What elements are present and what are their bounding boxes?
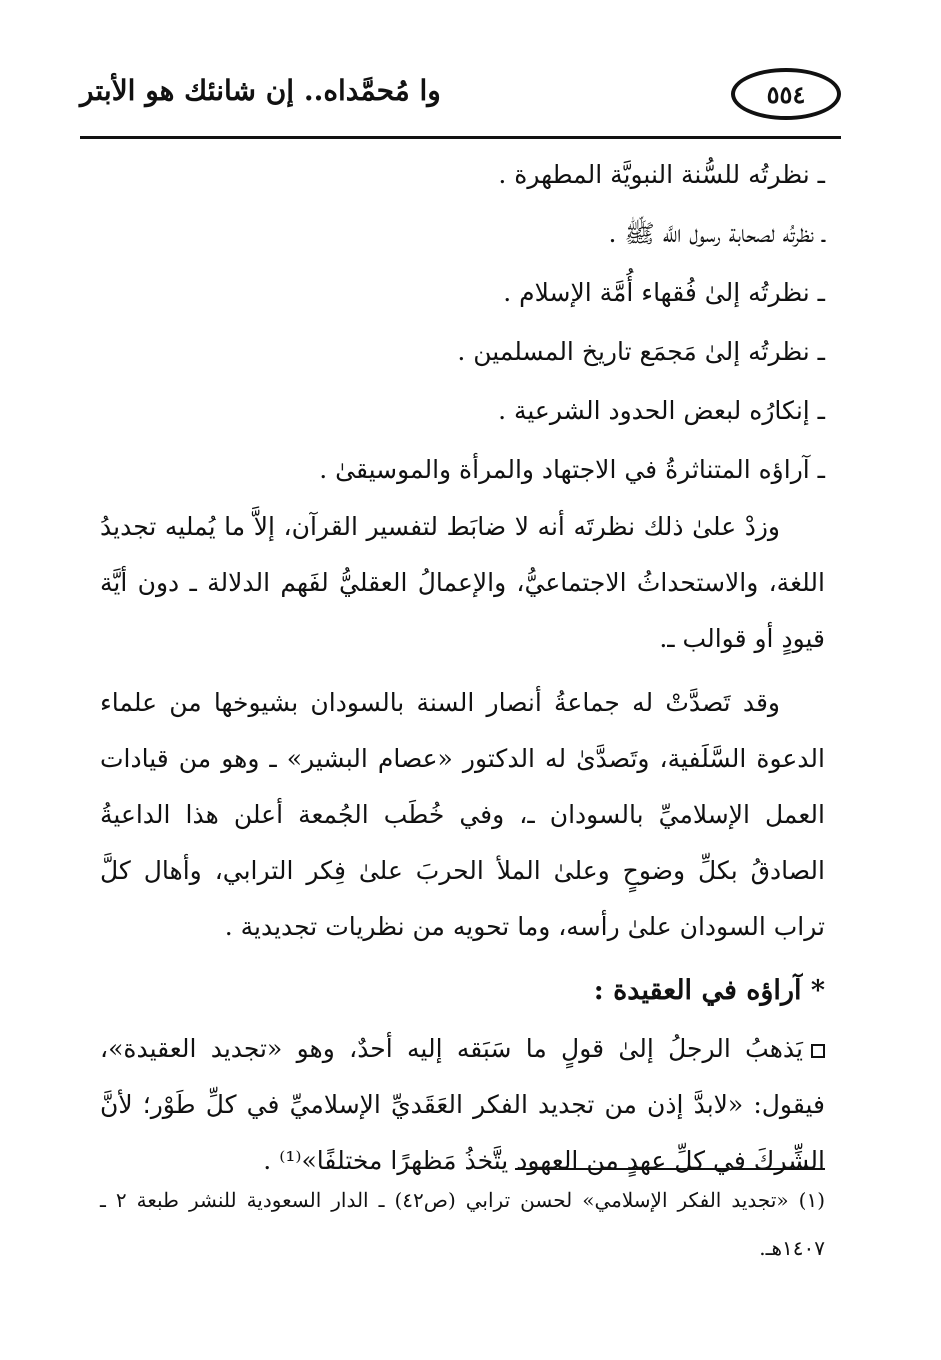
bullet-item: ـ نظرتُه لصحابة رسول اللَّه ﷺ . <box>608 219 825 248</box>
bullet-item: ـ نظرتُه إلىٰ مَجمَع تاريخ المسلمين . <box>457 337 825 366</box>
bullet-item: ـ نظرتُه إلىٰ فُقهاء أُمَّة الإسلام . <box>503 278 825 307</box>
footnote-divider <box>515 1168 825 1170</box>
footnote: (١) «تجديد الفكر الإسلامي» لحسن ترابي (ص٤٢) ـ الدار السعودية للنشر طبعة ٢ ـ ١٤٠٧هـ. <box>100 1188 826 1260</box>
page-header <box>80 60 841 130</box>
main-text <box>100 145 825 1189</box>
paragraph: وقد تَصدَّتْ له جماعةُ أنصار السنة بالسودان بشيوخها من علماء الدعوة السَّلَفية، وتَصدَّىٰ له الدكتور «عصام البشير» ـ وهو من قيادات العمل الإسلاميِّ بالسودان ـ، وفي خُطَب الجُمعة أعلن هذا الداعيةُ الصادقُ بكلِّ وضوحٍ وعلىٰ الملأ الحربَ علىٰ فِكر الترابي، وأهال كلَّ تراب السودان علىٰ رأسه، وما تحويه من نظريات تجديدية . <box>100 688 825 941</box>
page-number-badge <box>731 68 841 120</box>
header-divider <box>80 136 841 139</box>
paragraph: وزدْ علىٰ ذلك نظرتَه أنه لا ضابَط لتفسير القرآن، إلاَّ ما يُمليه تجديدُ اللغة، والاستحداثُ الاجتماعيُّ، والإعمالُ العقليُّ لفَهم الدلالة ـ دون أيَّة قيودٍ أو قوالب ـ. <box>100 512 825 653</box>
section-text: يَذهبُ الرجلُ إلىٰ قولٍ ما سَبَقه إليه أحدٌ، وهو «تجديد العقيدة»، فيقول: «لابدَّ إذن من تجديد الفكر العَقَديِّ الإسلاميِّ في كلِّ طَوْر؛ لأنَّ الشِّركَ في كلِّ عهدٍ من العهود يتَّخذُ مَظهرًا مختلفًا»⁽¹⁾ . <box>100 1034 825 1175</box>
page-number: ٥٥٤ <box>766 79 806 109</box>
bullet-item: ـ إنكارُه لبعض الحدود الشرعية . <box>498 396 825 425</box>
section-paragraph <box>100 1021 825 1189</box>
square-bullet-icon <box>811 1044 825 1058</box>
bullet-item: ـ آراؤه المتناثرةُ في الاجتهاد والمرأة والموسيقىٰ . <box>319 455 825 484</box>
running-title: وا مُحمَّداه.. إن شانئك هو الأبتر <box>80 74 441 107</box>
bullet-item: ـ نظرتُه للسُّنة النبويَّة المطهرة . <box>498 160 825 189</box>
section-heading: * آراؤه في العقيدة : <box>593 975 825 1006</box>
